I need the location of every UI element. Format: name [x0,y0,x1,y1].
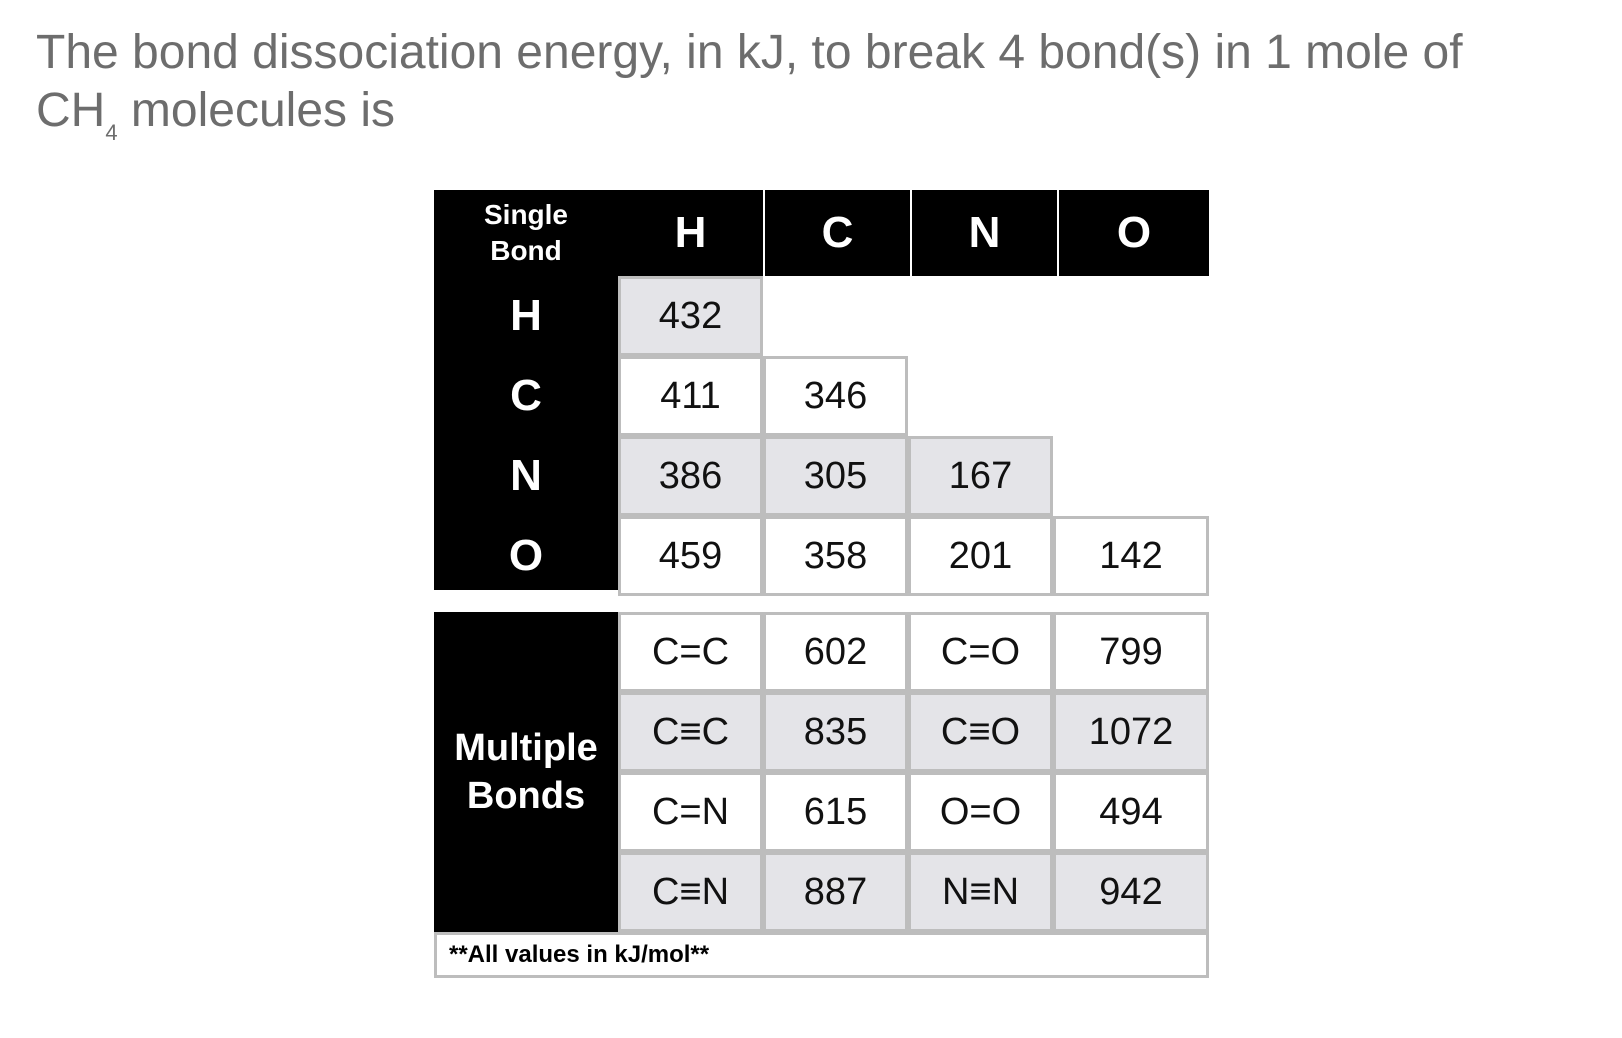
mult-bond-cell: C=C [618,612,763,692]
mult-energy-cell: 494 [1053,772,1209,852]
mult-bond-cell: N≡N [908,852,1053,932]
cell-c-h: 411 [618,356,763,436]
corner-line1: Single [483,199,568,230]
corner-line2: Bond [490,235,562,266]
mult-bond-cell: C≡O [908,692,1053,772]
cell-o-n: 201 [908,516,1053,596]
question-line2: molecules is [117,84,396,137]
row-header-h: H [510,291,542,340]
mult-energy-cell: 615 [763,772,908,852]
multiple-line2: Bonds [466,775,586,817]
cell-o-h: 459 [618,516,763,596]
cell-n-h: 386 [618,436,763,516]
formula-subscript: 4 [105,120,118,145]
col-header-h: H [618,190,763,276]
row-header-o: O [508,531,544,580]
cell-c-c: 346 [763,356,908,436]
row-header-n: N [510,451,542,500]
question-line1: The bond dissociation energy, in kJ, to break 4 bond(s) in 1 mole of [36,26,1463,79]
row-header-c: C [510,371,542,420]
cell-n-n: 167 [908,436,1053,516]
table-header [434,190,1176,276]
mult-energy-cell: 835 [763,692,908,772]
mult-bond-cell: C=N [618,772,763,852]
cell-o-c: 358 [763,516,908,596]
cell-n-c: 305 [763,436,908,516]
mult-bond-cell: C≡N [618,852,763,932]
cell-o-o: 142 [1053,516,1209,596]
units-footnote: **All values in kJ/mol** [434,932,1209,978]
mult-energy-cell: 1072 [1053,692,1209,772]
single-bond-corner [434,190,618,276]
formula-main: CH [36,84,106,137]
mult-bond-cell: C=O [908,612,1053,692]
multiple-line1: Multiple [454,727,598,769]
col-header-n: N [912,190,1057,276]
mult-energy-cell: 942 [1053,852,1209,932]
col-header-o: O [1059,190,1209,276]
multiple-bonds-header [434,612,618,932]
mult-energy-cell: 602 [763,612,908,692]
question-text [36,24,1596,145]
cell-h-h: 432 [618,276,763,356]
mult-energy-cell: 799 [1053,612,1209,692]
mult-bond-cell: O=O [908,772,1053,852]
formula [36,84,118,145]
mult-bond-cell: C≡C [618,692,763,772]
col-header-c: C [765,190,910,276]
mult-energy-cell: 887 [763,852,908,932]
